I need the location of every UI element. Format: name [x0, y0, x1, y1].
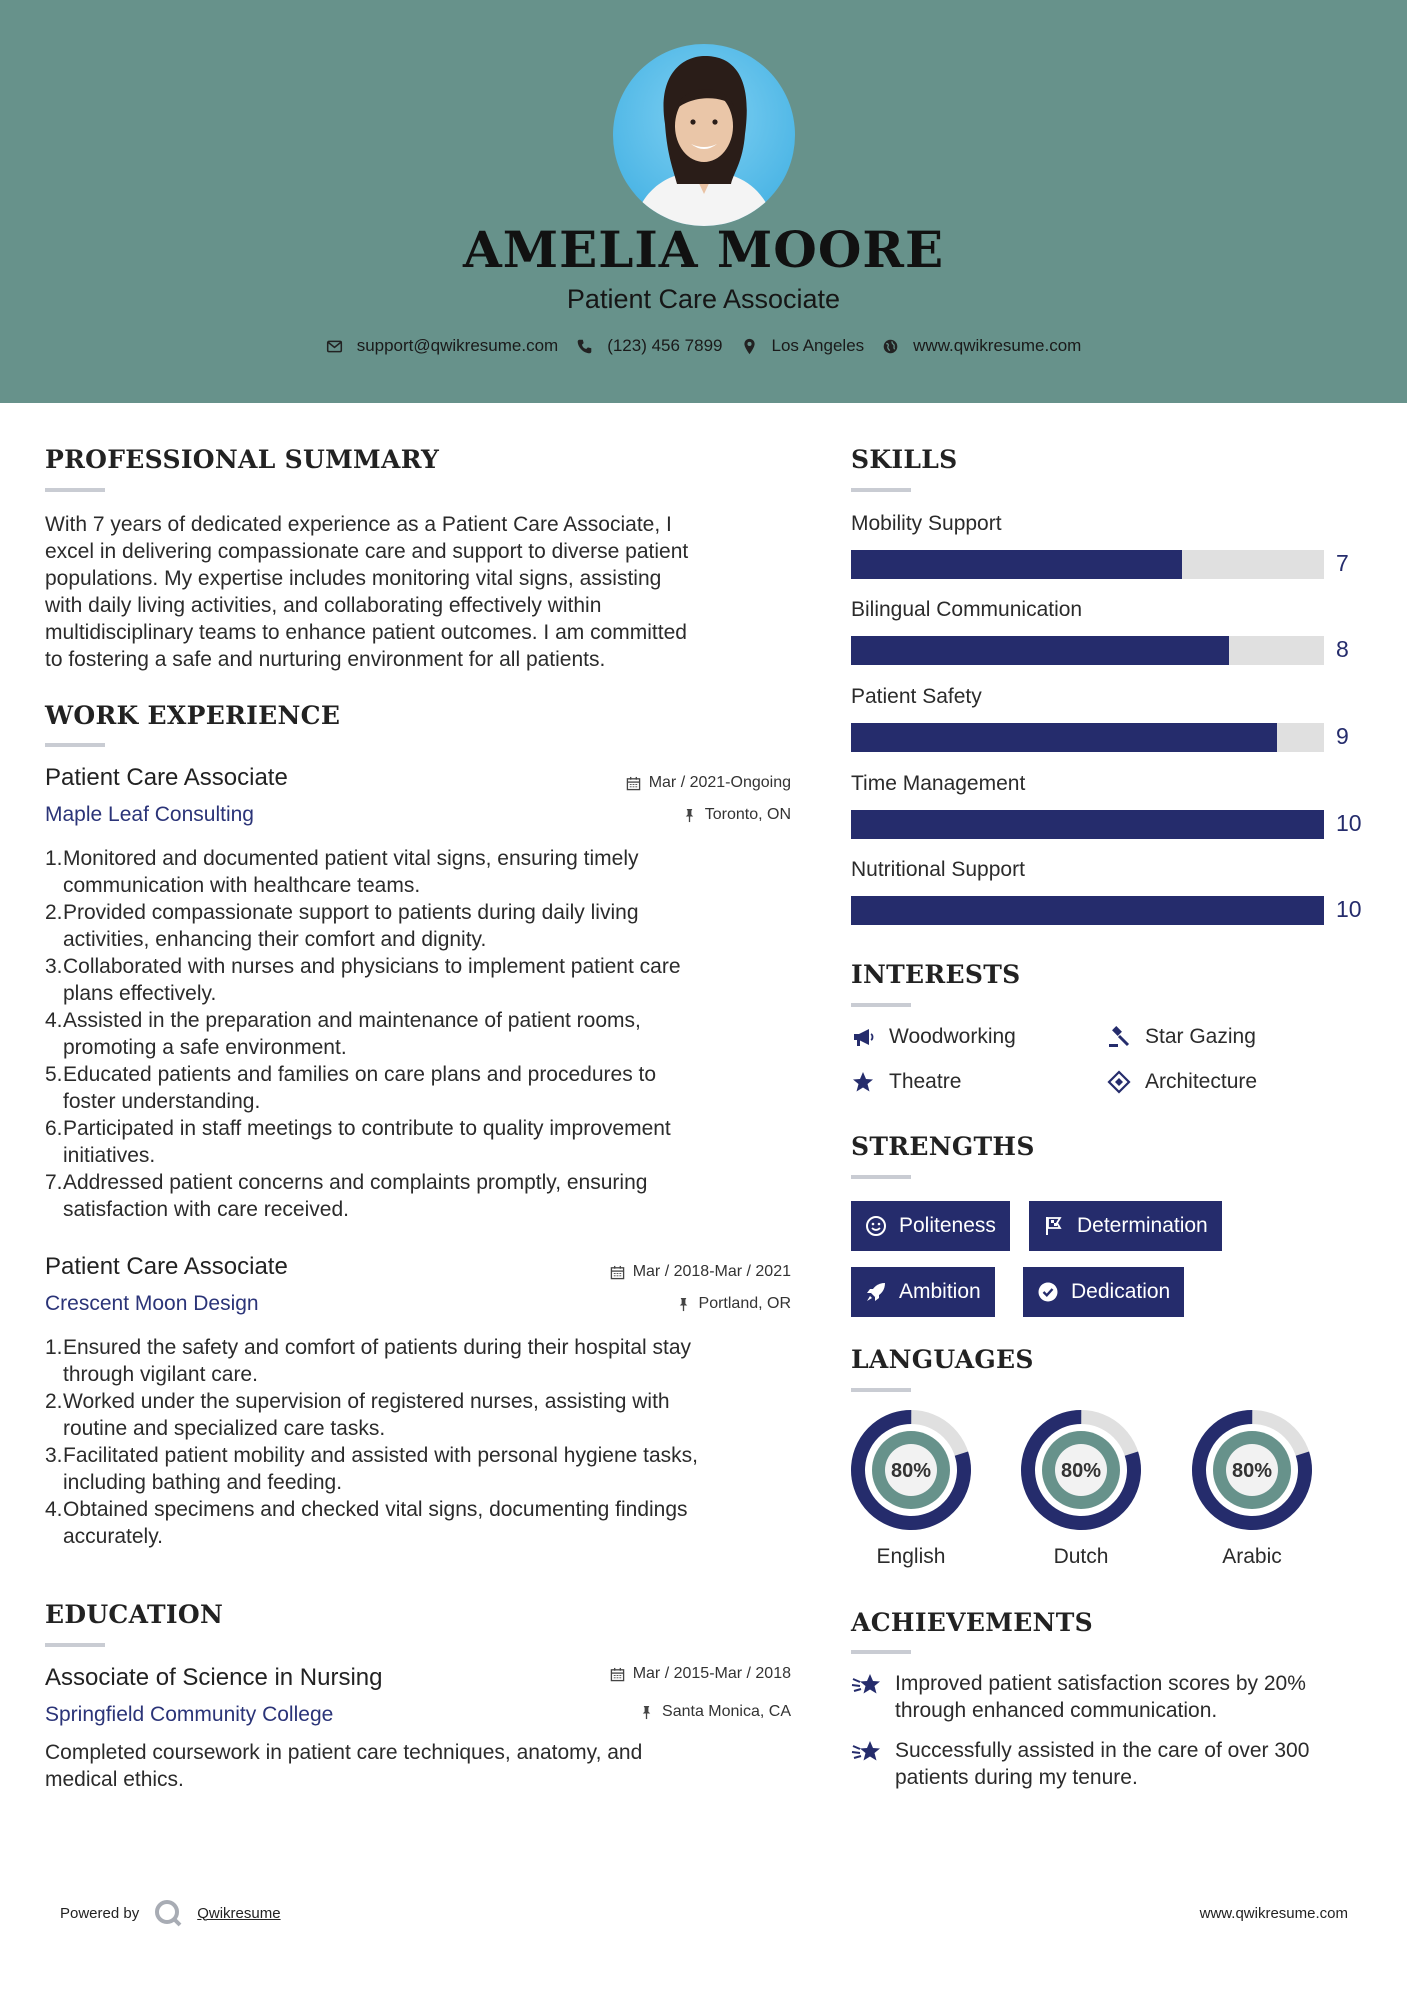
achievement-line: through enhanced communication. [895, 1699, 1218, 1722]
duty-line: Provided compassionate support to patients during daily living [63, 901, 639, 924]
map-pin-icon [741, 338, 758, 355]
skills-heading: SKILLS [851, 445, 958, 474]
job-company: Crescent Moon Design [45, 1292, 259, 1315]
duty-line: routine and specialized care tasks. [63, 1417, 386, 1440]
strength-label: Politeness [899, 1214, 996, 1237]
gavel-icon [1107, 1025, 1131, 1049]
skill-value: 7 [1336, 550, 1349, 576]
languages-heading: LANGUAGES [851, 1345, 1034, 1374]
language-donut [1190, 1408, 1314, 1532]
duty-line: initiatives. [63, 1144, 156, 1167]
calendar-icon [626, 776, 641, 791]
skill-label: Mobility Support [851, 512, 1002, 535]
qwikresume-logo-icon [153, 1898, 183, 1928]
duty-line: satisfaction with care received. [63, 1198, 349, 1221]
list-item [45, 899, 805, 953]
footer-powered-by [60, 1898, 281, 1928]
footer-website[interactable]: www.qwikresume.com [1199, 1905, 1348, 1922]
skill-value: 8 [1336, 636, 1349, 662]
contact-bar [0, 336, 1407, 356]
flag-icon [1043, 1215, 1065, 1237]
interest-label: Woodworking [889, 1025, 1016, 1048]
duty-line: promoting a safe environment. [63, 1036, 347, 1059]
list-number: 2. [45, 901, 63, 924]
list-item [45, 1061, 805, 1115]
achievements-heading: ACHIEVEMENTS [851, 1608, 1093, 1637]
language-chart [1190, 1408, 1314, 1537]
job-dates-text: Mar / 2021-Ongoing [648, 774, 791, 791]
job-company: Maple Leaf Consulting [45, 803, 254, 826]
job-location [682, 806, 791, 824]
donut-label: 80% [1231, 1460, 1273, 1482]
skill-bar-fill [851, 550, 1182, 579]
list-number: 1. [45, 847, 63, 870]
smile-icon [865, 1215, 887, 1237]
skill-bar-fill [851, 810, 1324, 839]
school-name: Springfield Community College [45, 1703, 334, 1726]
donut-label: 80% [890, 1460, 932, 1482]
summary-rule [45, 488, 105, 492]
skill-bar-track [851, 550, 1324, 579]
interest-item [851, 1070, 961, 1094]
list-number: 4. [45, 1498, 63, 1521]
job-location-text: Toronto, ON [704, 806, 791, 823]
list-number: 5. [45, 1063, 63, 1086]
job-duties-list [45, 1334, 805, 1550]
list-item [45, 1334, 805, 1388]
skill-label: Nutritional Support [851, 858, 1025, 881]
education-heading: EDUCATION [45, 1600, 224, 1629]
list-item [45, 1442, 805, 1496]
contact-website[interactable] [882, 336, 1081, 356]
check-circle-icon [1037, 1281, 1059, 1303]
skill-value: 10 [1336, 896, 1362, 922]
duty-line: activities, enhancing their comfort and dignity. [63, 928, 487, 951]
achievement-text [895, 1737, 1309, 1791]
list-number: 3. [45, 1444, 63, 1467]
list-item [45, 953, 805, 1007]
candidate-name: AMELIA MOORE [462, 220, 945, 279]
interest-label: Architecture [1145, 1070, 1258, 1093]
list-item [45, 1388, 805, 1442]
duty-line: through vigilant care. [63, 1363, 258, 1386]
portrait-image [613, 44, 795, 226]
skill-bar-fill [851, 636, 1229, 665]
list-number: 1. [45, 1336, 63, 1359]
rocket-icon [865, 1281, 887, 1303]
language-chart [849, 1408, 973, 1537]
powered-by-text: Powered by [60, 1904, 140, 1922]
skill-value: 10 [1336, 810, 1362, 836]
achievement-text [895, 1670, 1306, 1724]
strength-badge [851, 1201, 1010, 1251]
skill-bar-track [851, 723, 1324, 752]
job-title: Patient Care Associate [45, 764, 288, 791]
contact-email[interactable] [326, 336, 559, 356]
job-dates [626, 774, 791, 792]
globe-icon [882, 338, 899, 355]
skill-label: Bilingual Communication [851, 598, 1083, 621]
education-rule [45, 1643, 105, 1647]
list-item [45, 1169, 805, 1223]
job-location-text: Portland, OR [698, 1295, 791, 1312]
education-description [45, 1739, 805, 1793]
degree-title: Associate of Science in Nursing [45, 1664, 383, 1691]
language-label: Dutch [1053, 1545, 1109, 1568]
duty-line: plans effectively. [63, 982, 217, 1005]
interest-item [1107, 1025, 1256, 1049]
candidate-title: Patient Care Associate [566, 284, 841, 314]
strength-label: Dedication [1071, 1280, 1171, 1303]
achievements-rule [851, 1650, 911, 1654]
qwikresume-link[interactable]: Qwikresume [197, 1904, 281, 1922]
language-label: Arabic [1222, 1545, 1282, 1568]
phone-icon [576, 338, 593, 355]
duty-line: communication with healthcare teams. [63, 874, 421, 897]
language-donut [1019, 1408, 1143, 1532]
achievement-item [851, 1670, 1306, 1724]
list-item [45, 1115, 805, 1169]
job-title: Patient Care Associate [45, 1253, 288, 1280]
summary-line: excel in delivering compassionate care and support to diverse patient [45, 540, 689, 563]
list-item [45, 1496, 805, 1550]
summary-line: to fostering a safe and nurturing environment for all patients. [45, 648, 606, 671]
skill-bar-fill [851, 896, 1324, 925]
list-item [45, 845, 805, 899]
pushpin-icon [639, 1705, 654, 1720]
skill-bar-track [851, 636, 1324, 665]
strength-label: Determination [1077, 1214, 1208, 1237]
duty-line: Ensured the safety and comfort of patients during their hospital stay [63, 1336, 692, 1359]
education-location [639, 1703, 791, 1721]
summary-text [45, 511, 805, 673]
contact-email-text: support@qwikresume.com [356, 336, 559, 355]
experience-heading: WORK EXPERIENCE [45, 701, 341, 730]
achievement-line: Improved patient satisfaction scores by 20% [895, 1672, 1306, 1695]
contact-phone-text: (123) 456 7899 [607, 336, 723, 355]
skill-label: Patient Safety [851, 685, 982, 708]
interest-item [1107, 1070, 1257, 1094]
duty-line: Participated in staff meetings to contribute to quality improvement [63, 1117, 671, 1140]
pushpin-icon [676, 1297, 691, 1312]
interest-label: Star Gazing [1145, 1025, 1256, 1048]
interest-label: Theatre [889, 1070, 962, 1093]
contact-website-text: www.qwikresume.com [913, 336, 1082, 355]
pushpin-icon [682, 808, 697, 823]
strength-badge [1029, 1201, 1222, 1251]
achievement-item [851, 1737, 1309, 1791]
duty-line: Monitored and documented patient vital signs, ensuring timely [63, 847, 639, 870]
calendar-icon [610, 1667, 625, 1682]
contact-location-text: Los Angeles [771, 336, 865, 355]
job-location [676, 1295, 791, 1313]
duty-line: Collaborated with nurses and physicians to implement patient care [63, 955, 681, 978]
donut-label: 80% [1060, 1460, 1102, 1482]
language-donut [849, 1408, 973, 1532]
duty-line: Facilitated patient mobility and assisted with personal hygiene tasks, [63, 1444, 699, 1467]
interest-item [851, 1025, 1016, 1049]
duty-line: Obtained specimens and checked vital signs, documenting findings [63, 1498, 688, 1521]
languages-rule [851, 1388, 911, 1392]
interests-rule [851, 1003, 911, 1007]
education-line: medical ethics. [45, 1768, 184, 1791]
header-band [0, 0, 1407, 403]
skill-label: Time Management [851, 772, 1026, 795]
education-dates [610, 1665, 791, 1683]
education-location-text: Santa Monica, CA [662, 1703, 791, 1720]
megaphone-icon [851, 1025, 875, 1049]
strengths-rule [851, 1175, 911, 1179]
experience-rule [45, 743, 105, 747]
list-item [45, 1007, 805, 1061]
avatar [613, 44, 795, 226]
duty-line: Educated patients and families on care plans and procedures to [63, 1063, 657, 1086]
duty-line: Worked under the supervision of registered nurses, assisting with [63, 1390, 670, 1413]
list-number: 6. [45, 1117, 63, 1140]
achievement-line: patients during my tenure. [895, 1766, 1138, 1789]
shooting-star-icon [851, 1737, 883, 1765]
achievement-line: Successfully assisted in the care of over 300 [895, 1739, 1310, 1762]
duty-line: including bathing and feeding. [63, 1471, 343, 1494]
summary-heading: PROFESSIONAL SUMMARY [45, 445, 440, 474]
duty-line: accurately. [63, 1525, 163, 1548]
list-number: 2. [45, 1390, 63, 1413]
job-dates [610, 1263, 791, 1281]
summary-line: with daily living activities, and collaborating effectively within [45, 594, 602, 617]
summary-line: multidisciplinary teams to enhance patient outcomes. I am committed [45, 621, 687, 644]
skill-value: 9 [1336, 723, 1349, 749]
star-icon [851, 1070, 875, 1094]
strength-badge [851, 1267, 995, 1317]
skill-bar-track [851, 896, 1324, 925]
language-label: English [876, 1545, 946, 1568]
skill-bar-fill [851, 723, 1277, 752]
strength-badge [1023, 1267, 1184, 1317]
shooting-star-icon [851, 1670, 883, 1698]
duty-line: Addressed patient concerns and complaints promptly, ensuring [63, 1171, 648, 1194]
interests-heading: INTERESTS [851, 960, 1021, 989]
summary-line: populations. My expertise includes monitoring vital signs, assisting [45, 567, 662, 590]
calendar-icon [610, 1265, 625, 1280]
language-chart [1019, 1408, 1143, 1537]
skill-bar-track [851, 810, 1324, 839]
education-line: Completed coursework in patient care techniques, anatomy, and [45, 1741, 643, 1764]
list-number: 3. [45, 955, 63, 978]
contact-phone[interactable] [576, 336, 722, 356]
skills-rule [851, 488, 911, 492]
strength-label: Ambition [899, 1280, 981, 1303]
list-number: 4. [45, 1009, 63, 1032]
ticket-icon [1107, 1070, 1131, 1094]
strengths-heading: STRENGTHS [851, 1132, 1035, 1161]
job-dates-text: Mar / 2018-Mar / 2021 [632, 1263, 791, 1280]
job-duties-list [45, 845, 805, 1223]
contact-location [741, 336, 865, 356]
list-number: 7. [45, 1171, 63, 1194]
duty-line: Assisted in the preparation and maintenance of patient rooms, [63, 1009, 641, 1032]
education-dates-text: Mar / 2015-Mar / 2018 [632, 1665, 791, 1682]
duty-line: foster understanding. [63, 1090, 261, 1113]
summary-line: With 7 years of dedicated experience as a Patient Care Associate, I [45, 513, 672, 536]
envelope-icon [326, 338, 343, 355]
